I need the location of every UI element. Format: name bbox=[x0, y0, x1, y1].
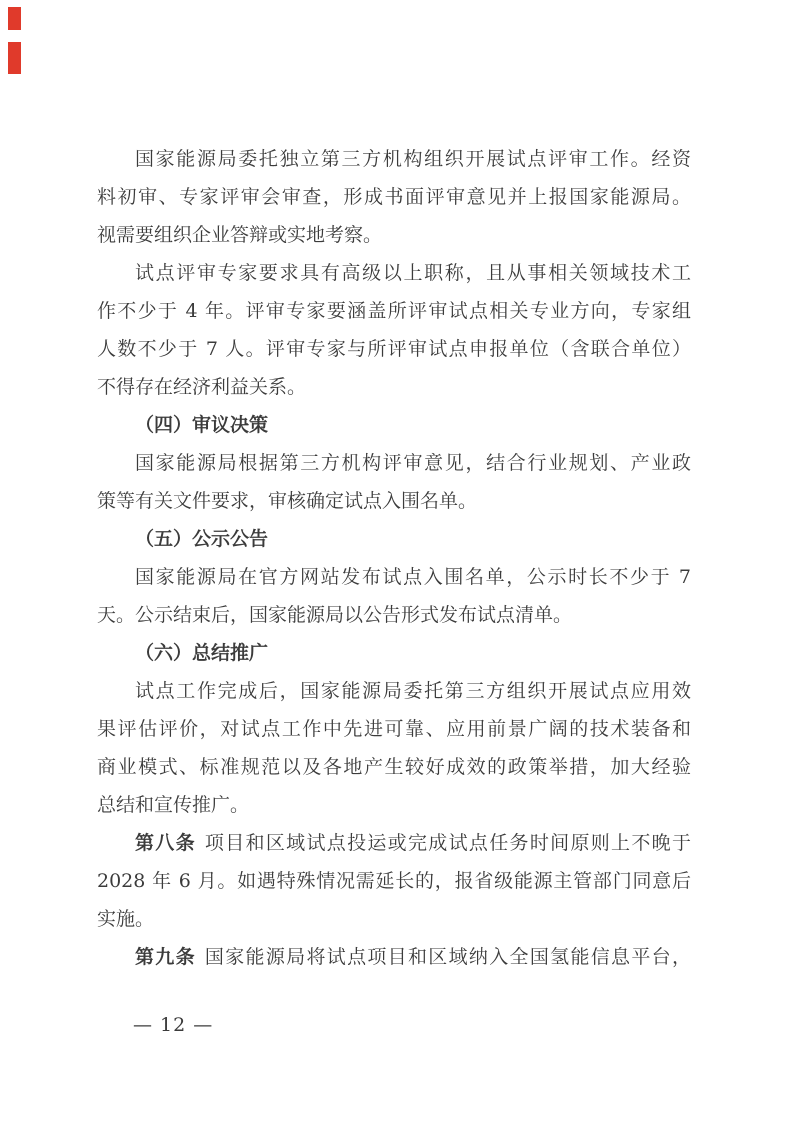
text-line: 第九条 国家能源局将试点项目和区域纳入全国氢能信息平台， bbox=[135, 946, 691, 968]
text-line: （四）审议决策 bbox=[135, 414, 269, 436]
text-line: 国家能源局在官方网站发布试点入围名单，公示时长不少于 7 bbox=[135, 566, 691, 588]
text-line: 视需要组织企业答辩或实地考察。 bbox=[97, 224, 383, 246]
text-line: 料初审、专家评审会审查，形成书面评审意见并上报国家能源局。 bbox=[97, 186, 691, 208]
text-line: 天。公示结束后，国家能源局以公告形式发布试点清单。 bbox=[97, 604, 573, 626]
text-line: （六）总结推广 bbox=[135, 642, 269, 664]
text-line: 作不少于 4 年。评审专家要涵盖所评审试点相关专业方向，专家组 bbox=[97, 300, 691, 322]
article-number: 第九条 bbox=[135, 946, 196, 968]
text-line: 人数不少于 7 人。评审专家与所评审试点申报单位（含联合单位） bbox=[97, 338, 691, 360]
text-line: 果评估评价，对试点工作中先进可靠、应用前景广阔的技术装备和 bbox=[97, 718, 691, 740]
document-body bbox=[97, 140, 691, 976]
text-line: 2028 年 6 月。如遇特殊情况需延长的，报省级能源主管部门同意后 bbox=[97, 870, 691, 892]
text-line: 不得存在经济利益关系。 bbox=[97, 376, 307, 398]
article-number: 第八条 bbox=[135, 832, 196, 854]
red-mark-top bbox=[8, 7, 21, 30]
page-number: — 12 — bbox=[133, 1014, 214, 1036]
text-line: 策等有关文件要求，审核确定试点入围名单。 bbox=[97, 490, 478, 512]
text-line: 商业模式、标准规范以及各地产生较好成效的政策举措，加大经验 bbox=[97, 756, 691, 778]
text-line: 国家能源局根据第三方机构评审意见，结合行业规划、产业政 bbox=[135, 452, 691, 474]
text-line: 第八条 项目和区域试点投运或完成试点任务时间原则上不晚于 bbox=[135, 832, 691, 854]
text-line: 试点工作完成后，国家能源局委托第三方组织开展试点应用效 bbox=[135, 680, 691, 702]
text-line: 国家能源局委托独立第三方机构组织开展试点评审工作。经资 bbox=[135, 148, 691, 170]
text-line: 实施。 bbox=[97, 908, 155, 930]
text-line: 试点评审专家要求具有高级以上职称，且从事相关领域技术工 bbox=[135, 262, 691, 284]
text-line: 总结和宣传推广。 bbox=[97, 794, 250, 816]
red-mark-bottom bbox=[8, 42, 21, 74]
text-line: （五）公示公告 bbox=[135, 528, 269, 550]
